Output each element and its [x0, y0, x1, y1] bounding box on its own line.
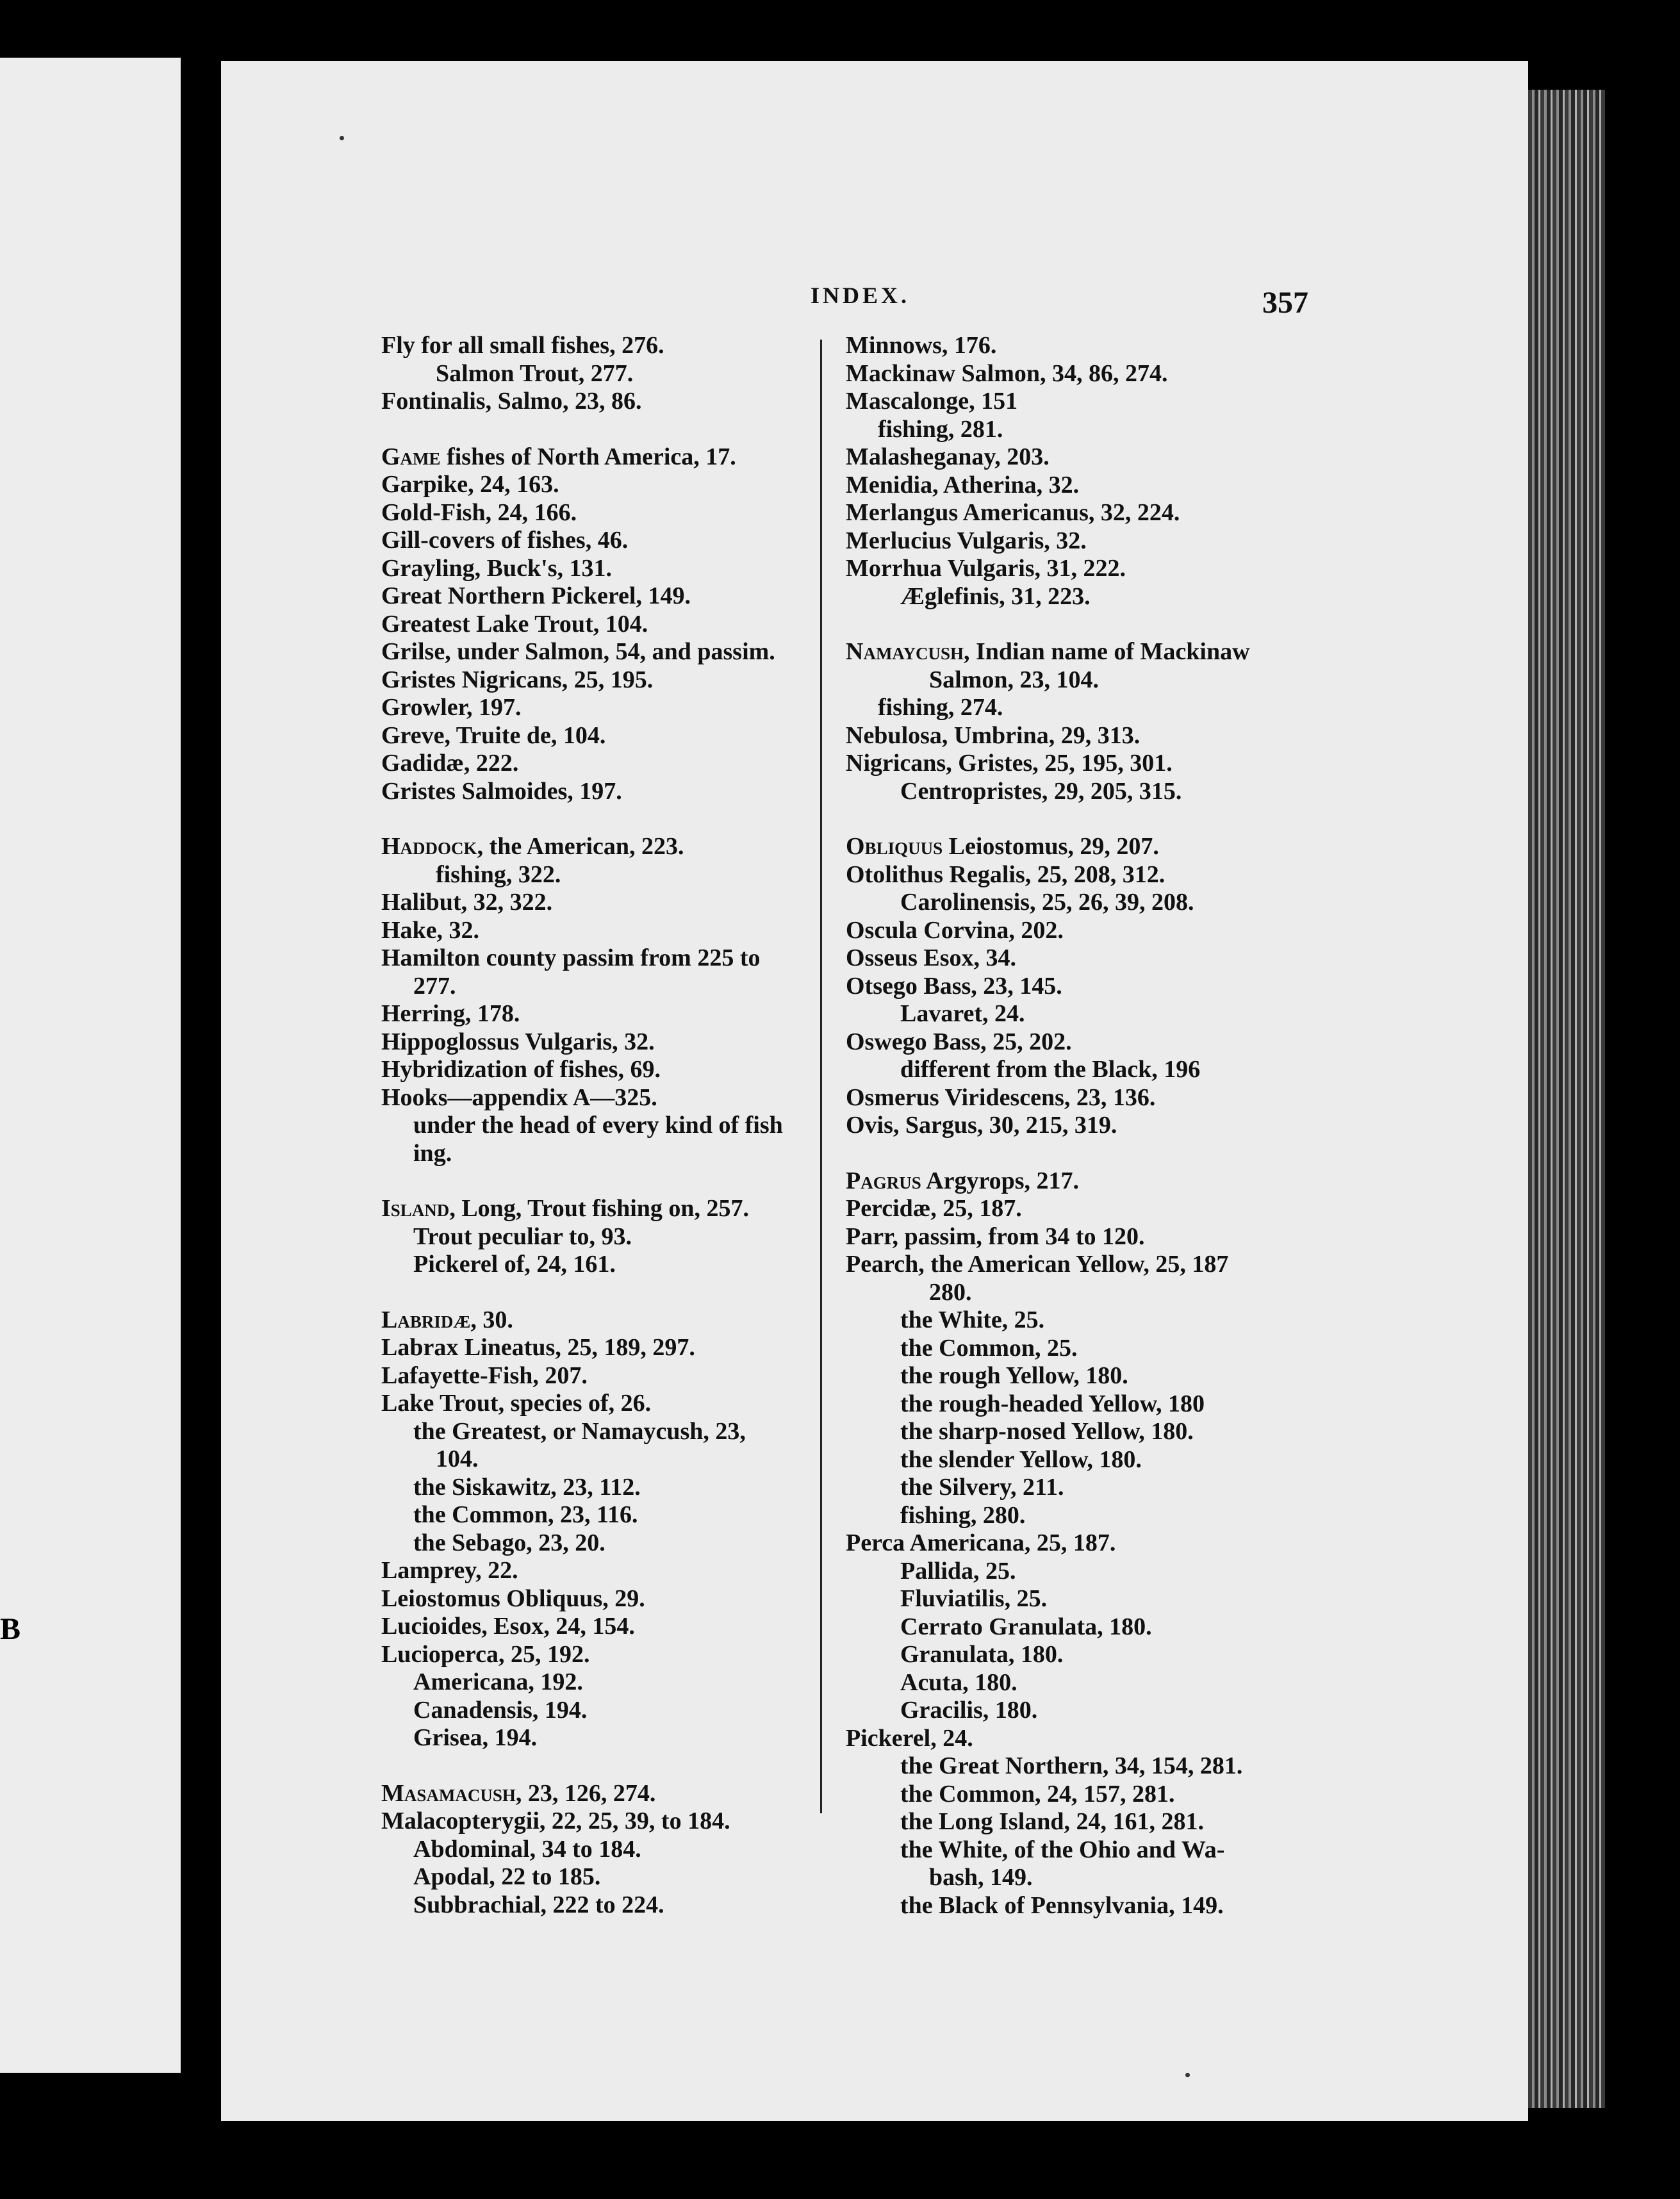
entry-text: 277.: [413, 972, 456, 1000]
entry-text: Salmon Trout, 277.: [436, 359, 634, 387]
index-entry: [846, 388, 1320, 416]
entry-text: Granulata, 180.: [900, 1641, 1064, 1668]
index-entry: [381, 889, 823, 917]
index-entry: [381, 1891, 823, 1920]
index-entry: [846, 973, 1320, 1001]
index-entry: [846, 750, 1320, 778]
index-entry: [381, 1334, 823, 1362]
entry-text: the Silvery, 211.: [900, 1474, 1064, 1501]
index-entry: [381, 443, 823, 472]
index-entry: [846, 1474, 1320, 1502]
index-entry: [846, 889, 1320, 917]
entry-text: Carolinensis, 25, 26, 39, 208.: [900, 889, 1194, 916]
index-entry: [381, 1056, 823, 1084]
entry-text: 280.: [929, 1278, 972, 1306]
entry-text: Gill-covers of fishes, 46.: [381, 527, 629, 554]
entry-text: Lucioperca, 25, 192.: [381, 1640, 590, 1668]
entry-text: Salmon, 23, 104.: [929, 666, 1099, 693]
entry-gap: [381, 416, 823, 443]
entry-text: Leiostomus, 29, 207.: [943, 833, 1159, 860]
entry-text: , 30.: [470, 1306, 513, 1333]
entry-lead-word: Island: [381, 1195, 450, 1222]
entry-text: Mascalonge, 151: [846, 388, 1018, 415]
entry-lead-word: Pagrus: [846, 1167, 921, 1194]
index-entry: [381, 1195, 823, 1223]
index-entry: [381, 1863, 823, 1891]
entry-text: , Indian name of Mackinaw: [963, 638, 1250, 665]
index-entry: [381, 1474, 823, 1502]
entry-text: Menidia, Atherina, 32.: [846, 471, 1080, 498]
entry-text: Otolithus Regalis, 25, 208, 312.: [846, 861, 1165, 888]
entry-text: Gristes Nigricans, 25, 195.: [381, 666, 654, 693]
index-entry: [381, 973, 823, 1001]
index-entry: [381, 1808, 823, 1836]
left-page-fragment: B: [0, 1612, 21, 1646]
index-entry: [381, 1000, 823, 1028]
index-entry: [381, 666, 823, 695]
index-entry: [846, 1558, 1320, 1586]
index-entry: [846, 1390, 1320, 1419]
entry-text: Greve, Truite de, 104.: [381, 721, 606, 749]
index-entry: [846, 1641, 1320, 1669]
index-entry: [381, 1613, 823, 1641]
index-entry: [846, 1697, 1320, 1725]
index-entry: [846, 1112, 1320, 1140]
entry-text: Gold-Fish, 24, 166.: [381, 498, 577, 526]
index-entry: [381, 499, 823, 527]
index-entry: [846, 1446, 1320, 1474]
entry-gap: [381, 1752, 823, 1780]
index-entry: [846, 360, 1320, 388]
index-entry: [846, 1529, 1320, 1558]
index-entry: [846, 1362, 1320, 1390]
index-entry: [846, 1781, 1320, 1809]
index-entry: [381, 1223, 823, 1251]
entry-gap: [381, 1167, 823, 1195]
index-entry: [846, 1084, 1320, 1112]
entry-text: Herring, 178.: [381, 1000, 520, 1027]
index-entry: [381, 332, 823, 360]
index-entry: [846, 1223, 1320, 1251]
entry-text: Malasheganay, 203.: [846, 443, 1050, 470]
entry-text: Merlucius Vulgaris, 32.: [846, 527, 1087, 554]
entry-text: Subbrachial, 222 to 224.: [413, 1891, 664, 1918]
index-column-right: [846, 332, 1320, 1920]
entry-text: Lavaret, 24.: [900, 1000, 1025, 1027]
entry-gap: [846, 1140, 1320, 1167]
index-entry: [846, 861, 1320, 889]
entry-text: Morrhua Vulgaris, 31, 222.: [846, 555, 1126, 582]
index-entry: [381, 750, 823, 778]
running-head: INDEX.: [811, 283, 910, 308]
index-entry: [846, 944, 1320, 973]
entry-text: Malacopterygii, 22, 25, 39, to 184.: [381, 1808, 730, 1834]
index-entry: [846, 1502, 1320, 1530]
index-entry: [381, 1112, 823, 1140]
entry-text: Ovis, Sargus, 30, 215, 319.: [846, 1112, 1117, 1139]
index-entry: [381, 1390, 823, 1418]
entry-text: Grisea, 194.: [413, 1724, 538, 1751]
index-entry: [846, 1167, 1320, 1196]
entry-text: Gadidæ, 222.: [381, 750, 519, 777]
speck: [1185, 2073, 1190, 2077]
index-entry: [846, 1752, 1320, 1781]
index-entry: [846, 1836, 1320, 1865]
entry-text: Hybridization of fishes, 69.: [381, 1056, 661, 1083]
entry-text: bash, 149.: [929, 1864, 1033, 1891]
index-entry: [381, 527, 823, 555]
index-column-left: [381, 332, 823, 1919]
index-entry: [381, 722, 823, 750]
entry-text: Pallida, 25.: [900, 1557, 1016, 1585]
entry-gap: [381, 805, 823, 833]
speck: [340, 136, 344, 140]
entry-text: Æglefinis, 31, 223.: [900, 582, 1091, 610]
index-entry: [381, 471, 823, 499]
entry-text: Centropristes, 29, 205, 315.: [900, 777, 1182, 805]
entry-text: fishing, 274.: [878, 694, 1003, 721]
index-entry: [381, 1557, 823, 1585]
entry-text: Osseus Esox, 34.: [846, 944, 1017, 971]
index-entry: [381, 1028, 823, 1057]
entry-gap: [381, 1279, 823, 1306]
entry-text: Pickerel of, 24, 161.: [413, 1251, 616, 1278]
entry-text: ing.: [413, 1139, 452, 1167]
entry-text: Grilse, under Salmon, 54, and passim.: [381, 638, 775, 665]
entry-text: fishing, 322.: [436, 861, 561, 888]
index-entry: [381, 1251, 823, 1279]
entry-text: Great Northern Pickerel, 149.: [381, 582, 691, 609]
entry-text: Abdominal, 34 to 184.: [413, 1835, 641, 1863]
entry-text: Argyrops, 217.: [921, 1167, 1080, 1194]
index-entry: [381, 582, 823, 611]
index-entry: [846, 1418, 1320, 1446]
entry-text: Lamprey, 22.: [381, 1557, 518, 1584]
entry-text: Parr, passim, from 34 to 120.: [846, 1223, 1145, 1250]
entry-text: Mackinaw Salmon, 34, 86, 274.: [846, 359, 1168, 387]
entry-text: Trout peculiar to, 93.: [413, 1223, 632, 1250]
entry-lead-word: Game: [381, 443, 441, 470]
entry-text: fishes of North America, 17.: [440, 443, 736, 470]
entry-text: Labrax Lineatus, 25, 189, 297.: [381, 1334, 695, 1361]
entry-text: Pickerel, 24.: [846, 1724, 973, 1752]
entry-text: Growler, 197.: [381, 694, 522, 721]
index-entry: [846, 1669, 1320, 1697]
index-entry: [846, 1613, 1320, 1642]
entry-text: the Great Northern, 34, 154, 281.: [900, 1752, 1243, 1779]
index-entry: [381, 555, 823, 583]
index-entry: [381, 1418, 823, 1446]
index-entry: [381, 1724, 823, 1752]
index-entry: [381, 388, 823, 416]
index-entry: [381, 1501, 823, 1529]
index-entry: [846, 1000, 1320, 1028]
entry-text: Nebulosa, Umbrina, 29, 313.: [846, 721, 1141, 749]
entry-text: Osmerus Viridescens, 23, 136.: [846, 1083, 1156, 1111]
index-entry: [381, 611, 823, 639]
index-entry: [381, 694, 823, 722]
entry-text: the White, 25.: [900, 1306, 1045, 1333]
index-entry: [846, 917, 1320, 945]
index-entry: [846, 499, 1320, 527]
index-entry: [846, 1808, 1320, 1836]
index-entry: [846, 1335, 1320, 1363]
index-entry: [381, 1641, 823, 1669]
index-entry: [381, 1084, 823, 1112]
entry-text: Apodal, 22 to 185.: [413, 1863, 601, 1890]
entry-text: Gristes Salmoides, 197.: [381, 777, 622, 805]
left-page: [0, 58, 181, 2073]
entry-lead-word: Obliquus: [846, 833, 943, 860]
entry-text: Hake, 32.: [381, 916, 480, 944]
entry-text: Hippoglossus Vulgaris, 32.: [381, 1028, 655, 1055]
entry-text: Lake Trout, species of, 26.: [381, 1390, 652, 1417]
index-entry: [381, 1445, 823, 1474]
entry-text: Americana, 192.: [413, 1668, 583, 1695]
entry-text: Fly for all small fishes, 276.: [381, 332, 664, 359]
entry-lead-word: Haddock: [381, 833, 477, 860]
index-entry: [381, 833, 823, 861]
index-entry: [846, 1251, 1320, 1279]
entry-text: Lucioides, Esox, 24, 154.: [381, 1613, 635, 1640]
entry-text: fishing, 281.: [878, 415, 1003, 443]
entry-text: , Long, Trout fishing on, 257.: [449, 1195, 750, 1222]
entry-text: Greatest Lake Trout, 104.: [381, 610, 648, 638]
index-entry: [846, 778, 1320, 806]
index-entry: [846, 1028, 1320, 1057]
index-entry: [846, 555, 1320, 583]
entry-gap: [846, 805, 1320, 833]
index-entry: [381, 1362, 823, 1390]
entry-text: Percidæ, 25, 187.: [846, 1195, 1022, 1222]
entry-text: , 23, 126, 274.: [515, 1779, 656, 1807]
entry-text: Acuta, 180.: [900, 1668, 1017, 1696]
index-entry: [846, 583, 1320, 611]
entry-text: Perca Americana, 25, 187.: [846, 1529, 1116, 1556]
entry-text: the Long Island, 24, 161, 281.: [900, 1808, 1205, 1835]
page-edges: [1528, 90, 1605, 2108]
index-entry: [381, 1668, 823, 1697]
index-entry: [846, 416, 1320, 444]
entry-text: Oscula Corvina, 202.: [846, 916, 1064, 944]
page-number: 357: [1262, 286, 1308, 320]
entry-lead-word: Labridæ: [381, 1306, 471, 1333]
entry-text: Otsego Bass, 23, 145.: [846, 972, 1062, 1000]
entry-text: Oswego Bass, 25, 202.: [846, 1028, 1072, 1055]
index-entry: [846, 1056, 1320, 1084]
entry-text: Garpike, 24, 163.: [381, 471, 559, 498]
entry-text: the sharp-nosed Yellow, 180.: [900, 1418, 1194, 1445]
index-entry: [846, 1306, 1320, 1335]
index-entry: [846, 638, 1320, 666]
entry-text: the Greatest, or Namaycush, 23,: [413, 1417, 746, 1445]
entry-text: different from the Black, 196: [900, 1056, 1201, 1083]
index-entry: [846, 666, 1320, 695]
index-entry: [846, 833, 1320, 861]
entry-text: Hooks—appendix A—325.: [381, 1083, 657, 1111]
entry-text: Minnows, 176.: [846, 332, 997, 359]
entry-text: Pearch, the American Yellow, 25, 187: [846, 1251, 1229, 1278]
index-entry: [846, 443, 1320, 472]
entry-text: the rough-headed Yellow, 180: [900, 1390, 1205, 1417]
index-entry: [381, 861, 823, 889]
entry-text: Grayling, Buck's, 131.: [381, 554, 612, 582]
entry-text: the slender Yellow, 180.: [900, 1445, 1142, 1473]
index-entry: [846, 1585, 1320, 1613]
entry-text: Leiostomus Obliquus, 29.: [381, 1585, 645, 1612]
entry-text: the Common, 25.: [900, 1334, 1078, 1362]
index-entry: [381, 1697, 823, 1725]
entry-text: Nigricans, Gristes, 25, 195, 301.: [846, 750, 1173, 777]
entry-text: Merlangus Americanus, 32, 224.: [846, 499, 1180, 526]
index-entry: [846, 694, 1320, 722]
index-entry: [381, 944, 823, 973]
entry-text: , the American, 223.: [477, 833, 684, 860]
entry-text: Lafayette-Fish, 207.: [381, 1362, 588, 1389]
index-entry: [846, 332, 1320, 360]
index-entry: [381, 917, 823, 945]
entry-text: Fluviatilis, 25.: [900, 1585, 1048, 1612]
entry-text: Gracilis, 180.: [900, 1697, 1038, 1724]
entry-text: the Sebago, 23, 20.: [413, 1529, 605, 1556]
index-entry: [381, 1529, 823, 1558]
entry-text: the Black of Pennsylvania, 149.: [900, 1891, 1224, 1919]
entry-text: the Common, 24, 157, 281.: [900, 1780, 1175, 1808]
entry-text: Hamilton county passim from 225 to: [381, 944, 761, 971]
index-entry: [846, 1892, 1320, 1920]
entry-text: the Common, 23, 116.: [413, 1501, 638, 1528]
index-entry: [381, 1836, 823, 1864]
index-entry: [381, 1140, 823, 1168]
entry-text: 104.: [436, 1445, 479, 1472]
index-entry: [846, 472, 1320, 500]
index-entry: [846, 527, 1320, 556]
entry-lead-word: Masamacush: [381, 1779, 516, 1807]
index-entry: [846, 1279, 1320, 1307]
entry-text: under the head of every kind of fish: [413, 1112, 783, 1139]
index-entry: [381, 1780, 823, 1808]
entry-text: Halibut, 32, 322.: [381, 889, 553, 916]
entry-text: the Siskawitz, 23, 112.: [413, 1473, 641, 1501]
entry-text: the rough Yellow, 180.: [900, 1362, 1128, 1389]
index-entry: [846, 1195, 1320, 1223]
index-entry: [381, 778, 823, 806]
index-entry: [381, 360, 823, 388]
index-entry: [846, 722, 1320, 750]
entry-text: Fontinalis, Salmo, 23, 86.: [381, 388, 642, 415]
index-entry: [846, 1864, 1320, 1892]
index-entry: [381, 1585, 823, 1613]
index-entry: [381, 638, 823, 666]
entry-text: the White, of the Ohio and Wa-: [900, 1836, 1225, 1863]
index-entry: [846, 1725, 1320, 1753]
index-entry: [381, 1306, 823, 1335]
entry-text: Canadensis, 194.: [413, 1696, 588, 1724]
entry-text: fishing, 280.: [900, 1501, 1026, 1529]
entry-gap: [846, 611, 1320, 638]
entry-text: Cerrato Granulata, 180.: [900, 1613, 1152, 1640]
entry-lead-word: Namaycush: [846, 638, 964, 665]
